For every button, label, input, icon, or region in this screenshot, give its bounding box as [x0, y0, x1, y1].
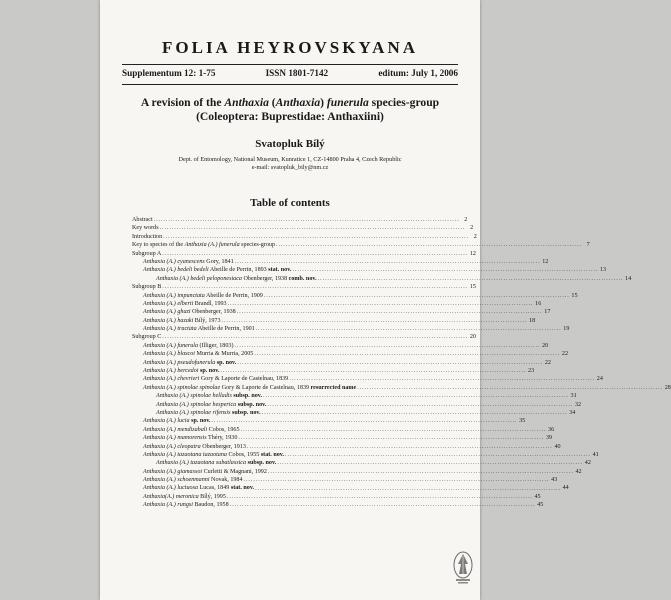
- toc-entry-label: [143, 384, 356, 392]
- toc-entry-name: Subgroup C: [132, 334, 162, 341]
- toc-entry-label: [143, 300, 227, 308]
- toc-entry: [132, 468, 582, 476]
- toc-entry-author: Obenberger, 1938: [190, 309, 236, 316]
- toc-entry: [132, 275, 632, 283]
- toc-entry: [132, 308, 551, 316]
- toc-entry-author: Cobos, 1965: [207, 426, 240, 433]
- toc-leader-dots: [255, 485, 560, 493]
- toc-leader-dots: [154, 216, 459, 224]
- toc-entry-status: subsp. nov.: [247, 460, 277, 467]
- toc-leader-dots: [263, 392, 568, 400]
- toc-page-number: 42: [575, 468, 582, 475]
- toc-entry-label: [143, 451, 284, 459]
- toc-leader-dots: [160, 224, 465, 232]
- toc-entry-name: Anthaxia (A.) tractata: [143, 326, 197, 333]
- toc-entry-name: Anthaxia (A.) spinolae hesperica: [156, 401, 237, 408]
- title-species: funerula: [326, 96, 369, 109]
- toc-entry: [132, 292, 578, 300]
- toc-page-number: 42: [584, 460, 591, 467]
- toc-entry-author: Gory, 1841: [204, 258, 234, 265]
- toc-entry-name: Anthaxia (A.) bedeli peloponesiaca: [156, 275, 242, 282]
- toc-page-number: 40: [554, 443, 561, 450]
- toc-entry-name: Anthaxia (A.) cleopatra: [143, 443, 201, 450]
- toc-page-number: 39: [545, 435, 553, 442]
- toc-entry-label: [143, 350, 253, 358]
- toc-entry: [132, 325, 570, 333]
- toc-entry: [132, 300, 542, 308]
- toc-page-number: 43: [551, 477, 558, 484]
- toc-entry-name: Anthaxia (A.) blascoi: [143, 351, 195, 358]
- toc-entry-name: Abstract: [132, 216, 153, 223]
- toc-entry: [132, 266, 607, 274]
- toc-entry-name: Anthaxia (A.) rungsi: [143, 502, 193, 509]
- toc-entry-name: Anthaxia (A.) tazaotana subatlassica: [156, 460, 247, 467]
- toc-entry: [132, 333, 476, 341]
- toc-entry: [132, 409, 576, 417]
- toc-page-number: 12: [542, 258, 549, 265]
- toc-leader-dots: [230, 501, 535, 509]
- museum-logo-icon: [452, 550, 474, 586]
- toc-leader-dots: [238, 434, 543, 442]
- toc-entry-status: stat. nov.: [260, 451, 285, 458]
- toc-entry-label: [143, 367, 219, 375]
- toc-entry-label: [143, 443, 246, 451]
- toc-entry: [132, 375, 603, 383]
- author-affiliation: [110, 156, 470, 173]
- toc-entry-label: [156, 275, 317, 283]
- toc-leader-dots: [256, 325, 561, 333]
- toc-leader-dots: [244, 476, 549, 484]
- toc-leader-dots: [268, 468, 573, 476]
- toc-entry-label: [143, 266, 291, 274]
- toc-leader-dots: [228, 300, 533, 308]
- toc-entry-status: comb. nov.: [288, 275, 317, 282]
- toc-entry-name: Anthaxia (A.) schoenmanni: [143, 477, 210, 484]
- toc-entry: [132, 451, 599, 459]
- toc-entry-author: Bílý, 1973: [193, 317, 221, 324]
- toc-entry-author: Abeille de Perrin, 1893: [208, 267, 269, 274]
- table-of-contents: [132, 216, 671, 510]
- toc-page-number: 45: [534, 493, 541, 500]
- toc-entry-name: Anthaxia (A.) lucia: [143, 418, 190, 425]
- toc-page-number: 14: [625, 275, 632, 282]
- toc-page-number: 16: [535, 300, 542, 307]
- header-rule-top: [122, 64, 458, 65]
- toc-entry: [132, 401, 582, 409]
- toc-leader-dots: [227, 493, 532, 501]
- toc-entry-author: Baudon, 1958: [192, 502, 229, 509]
- toc-leader-dots: [237, 359, 542, 367]
- toc-entry-author: Gory & Laporte de Castelnau, 1839: [220, 384, 311, 391]
- toc-entry-author: Brandl, 1993: [193, 300, 227, 307]
- toc-entry-label: [143, 317, 221, 325]
- toc-leader-dots: [222, 317, 527, 325]
- toc-entry-name: Anthaxia (A.) luctuosa: [143, 485, 199, 492]
- toc-entry: [132, 485, 569, 493]
- header-rule-bottom: [122, 84, 458, 85]
- toc-entry: [132, 459, 591, 467]
- toc-entry-label: [143, 292, 263, 300]
- toc-leader-dots: [234, 342, 539, 350]
- toc-entry-status: subsp. nov.: [232, 409, 261, 416]
- journal-title: FOLIA HEYROVSKYANA: [162, 38, 418, 57]
- toc-entry-label: [143, 342, 233, 350]
- toc-entry-label: [156, 409, 261, 417]
- toc-entry: [132, 342, 549, 350]
- toc-leader-dots: [262, 409, 567, 417]
- toc-entry-prefix: Key to species of the: [132, 242, 185, 249]
- toc-page-number: 23: [528, 368, 535, 375]
- toc-entry-label: [156, 459, 276, 467]
- toc-leader-dots: [276, 241, 581, 249]
- toc-page-number: 17: [544, 309, 551, 316]
- toc-entry-name: Anthaxia (A.) spinolae rifensis: [156, 409, 231, 416]
- toc-entry: [132, 359, 551, 367]
- toc-page-number: 35: [519, 418, 526, 425]
- toc-page-number: 2: [470, 225, 474, 232]
- toc-entry-author: Curletti & Magnani, 1992: [202, 468, 267, 475]
- toc-entry: [132, 258, 549, 266]
- toc-entry-author: Cobos, 1955: [226, 451, 261, 458]
- toc-leader-dots: [264, 292, 569, 300]
- toc-entry-label: [143, 493, 226, 501]
- toc-page-number: 31: [570, 393, 577, 400]
- title-line-2: (Coleoptera: Buprestidae: Anthaxiini): [196, 110, 384, 123]
- toc-page-number: 32: [574, 401, 582, 408]
- toc-page-number: 2: [473, 233, 477, 240]
- toc-entry-status: resurrected name: [310, 384, 357, 391]
- toc-entry-label: [143, 359, 236, 367]
- toc-entry-name: Anthaxia (A.) cyanescens: [143, 258, 205, 265]
- publication-date: editum: July 1, 2006: [378, 68, 458, 78]
- journal-page: [100, 0, 671, 600]
- toc-entry-name: Anthaxia (A.) spinolae spinolae: [143, 384, 221, 391]
- toc-leader-dots: [357, 384, 662, 392]
- toc-entry-status: stat. nov.: [268, 267, 292, 274]
- toc-entry-status: stat. nov.: [230, 485, 255, 492]
- toc-entry-author: Murria & Murria, 2005: [194, 351, 254, 358]
- toc-entry-name: Key words: [132, 225, 159, 232]
- toc-entry-label: [143, 417, 211, 425]
- toc-leader-dots: [292, 266, 597, 274]
- toc-entry-label: [143, 501, 229, 509]
- toc-entry-status: subsp. nov.: [237, 401, 267, 408]
- issn: ISSN 1801-7142: [265, 68, 329, 78]
- toc-entry-author: Bílý, 1995: [198, 493, 226, 500]
- toc-leader-dots: [289, 375, 594, 383]
- toc-entry-label: [132, 250, 161, 258]
- toc-entry-label: [132, 241, 275, 249]
- toc-page-number: 18: [529, 317, 536, 324]
- toc-entry: [132, 392, 577, 400]
- toc-page-number: 19: [563, 326, 570, 333]
- publication-info: [122, 68, 458, 78]
- toc-heading: Table of contents: [250, 197, 330, 209]
- toc-entry-name: Anthaxia (A.) hazaki: [143, 317, 194, 324]
- toc-entry-status: sp. nov.: [191, 418, 211, 425]
- toc-entry: [132, 250, 476, 258]
- toc-entry-name: Anthaxia (A.) impunctata: [143, 292, 205, 299]
- toc-entry-author: (Illiger, 1803): [198, 342, 234, 349]
- toc-entry: [132, 426, 555, 434]
- toc-entry-author: Théry, 1930: [206, 435, 238, 442]
- toc-entry-label: [143, 434, 237, 442]
- toc-entry-author: Novak, 1984: [209, 477, 243, 484]
- toc-entry: [132, 384, 671, 392]
- toc-entry: [132, 417, 526, 425]
- toc-entry: [132, 216, 468, 224]
- toc-entry-label: [143, 468, 267, 476]
- toc-page-number: 45: [537, 502, 544, 509]
- toc-entry: [132, 367, 535, 375]
- toc-entry: [132, 443, 561, 451]
- toc-entry-author: Lucas, 1849: [198, 485, 231, 492]
- toc-entry: [132, 476, 558, 484]
- toc-entry-label: [143, 476, 243, 484]
- author-name: Svatopluk Bílý: [255, 138, 325, 150]
- author-email: e-mail: svatopluk_bily@nm.cz: [251, 164, 329, 172]
- toc-entry-label: [143, 325, 255, 333]
- toc-entry-name: Anthaxia(A.) meronica: [143, 493, 199, 500]
- toc-page-number: 20: [469, 334, 476, 341]
- affiliation-address: Dept. of Entomology, National Museum, Kunratice 1, CZ-14800 Praha 4, Czech Republic: [178, 156, 402, 163]
- toc-leader-dots: [285, 451, 590, 459]
- title-line-1: A revision of the Anthaxia (Anthaxia) funerula species-group: [140, 96, 440, 109]
- toc-entry-name: Anthaxia (A.) bercedoi: [143, 368, 199, 375]
- toc-entry: [132, 283, 476, 291]
- toc-entry-label: [132, 283, 161, 291]
- toc-page-number: 34: [569, 409, 576, 416]
- toc-entry-status: subsp. nov.: [233, 393, 262, 400]
- toc-entry-label: [132, 224, 159, 232]
- toc-page-number: 13: [599, 267, 607, 274]
- toc-entry: [132, 493, 541, 501]
- toc-page-number: 15: [469, 284, 476, 291]
- toc-entry-author: Gory & Laporte de Castelnau, 1839: [199, 376, 289, 383]
- toc-entry-author: Abeille de Perrin, 1901: [196, 326, 255, 333]
- toc-leader-dots: [235, 258, 540, 266]
- toc-page-number: 2: [464, 216, 468, 223]
- toc-leader-dots: [220, 367, 525, 375]
- toc-entry-name: Anthaxia (A.) ghazi: [143, 309, 191, 316]
- toc-leader-dots: [267, 401, 572, 409]
- toc-leader-dots: [241, 426, 546, 434]
- toc-page-number: 44: [562, 485, 569, 492]
- toc-page-number: 28: [664, 384, 671, 391]
- toc-page-number: 24: [596, 376, 603, 383]
- toc-entry: [132, 233, 477, 241]
- toc-entry: [132, 350, 568, 358]
- toc-entry-name: Anthaxia (A.) funerula: [184, 242, 240, 249]
- toc-leader-dots: [163, 233, 468, 241]
- toc-leader-dots: [318, 275, 623, 283]
- toc-entry-status: sp. nov.: [216, 359, 237, 366]
- toc-leader-dots: [162, 283, 467, 291]
- toc-entry: [132, 434, 553, 442]
- toc-entry-label: [143, 375, 288, 383]
- toc-entry-label: [132, 233, 162, 241]
- toc-page-number: 22: [544, 359, 551, 366]
- toc-entry-name: Anthaxia (A.) tazaotana tazaotana: [143, 451, 227, 458]
- toc-page-number: 15: [571, 292, 578, 299]
- toc-entry-author: Obenberger, 1938: [241, 275, 289, 282]
- toc-page-number: 41: [592, 451, 599, 458]
- toc-entry: [132, 501, 544, 509]
- toc-page-number: 7: [586, 242, 590, 249]
- article-title: [110, 96, 470, 124]
- toc-leader-dots: [254, 350, 559, 358]
- toc-entry-label: [132, 333, 161, 341]
- toc-entry-name: Introduction: [132, 233, 163, 240]
- toc-leader-dots: [247, 443, 552, 451]
- toc-page-number: 20: [542, 342, 549, 349]
- toc-entry: [132, 241, 590, 249]
- toc-leader-dots: [162, 250, 467, 258]
- toc-entry: [132, 224, 474, 232]
- toc-leader-dots: [212, 417, 517, 425]
- toc-entry-name: Subgroup A: [132, 250, 162, 257]
- toc-entry-label: [143, 484, 254, 492]
- toc-entry-label: [156, 401, 266, 409]
- title-genus: Anthaxia: [224, 96, 269, 109]
- toc-entry-name: Anthaxia (A.) bedeli bedeli: [143, 267, 209, 274]
- toc-entry-name: Anthaxia (A.) giamassoi: [143, 468, 203, 475]
- toc-entry-name: Anthaxia (A.) mamorensis: [143, 435, 207, 442]
- toc-entry-name: Anthaxia (A.) funerula: [143, 342, 199, 349]
- toc-leader-dots: [277, 459, 582, 467]
- toc-entry-label: [143, 426, 240, 434]
- toc-page-number: 12: [469, 250, 476, 257]
- title-text-end: species-group: [368, 96, 440, 109]
- toc-entry-author: Abeille de Perrin, 1909: [204, 292, 263, 299]
- toc-entry-author: Obenberger, 1913: [200, 443, 246, 450]
- toc-entry-name: Anthaxia (A.) spinolae helladis: [156, 393, 232, 400]
- toc-entry-name: Anthaxia (A.) chevrieri: [143, 376, 200, 383]
- toc-entry-label: [156, 392, 262, 400]
- toc-entry-label: [132, 216, 153, 224]
- toc-entry: [132, 317, 536, 325]
- toc-entry-name: Anthaxia (A.) mendizabali: [143, 426, 208, 433]
- toc-entry-label: [143, 308, 236, 316]
- toc-entry-author: species-group: [239, 242, 276, 249]
- toc-entry-name: Anthaxia (A.) pseudofunerula: [143, 359, 216, 366]
- toc-entry-label: [143, 258, 234, 266]
- title-text: A revision of the: [140, 96, 225, 109]
- toc-leader-dots: [237, 308, 542, 316]
- toc-page-number: 22: [561, 351, 568, 358]
- toc-entry-status: sp. nov.: [199, 368, 220, 375]
- toc-entry-name: Anthaxia (A.) elberti: [143, 300, 194, 307]
- title-subgenus: Anthaxia: [275, 96, 321, 109]
- toc-entry-name: Subgroup B: [132, 284, 162, 291]
- supplement-number: Supplementum 12: 1-75: [122, 68, 216, 78]
- toc-leader-dots: [162, 333, 467, 341]
- toc-page-number: 36: [548, 426, 555, 433]
